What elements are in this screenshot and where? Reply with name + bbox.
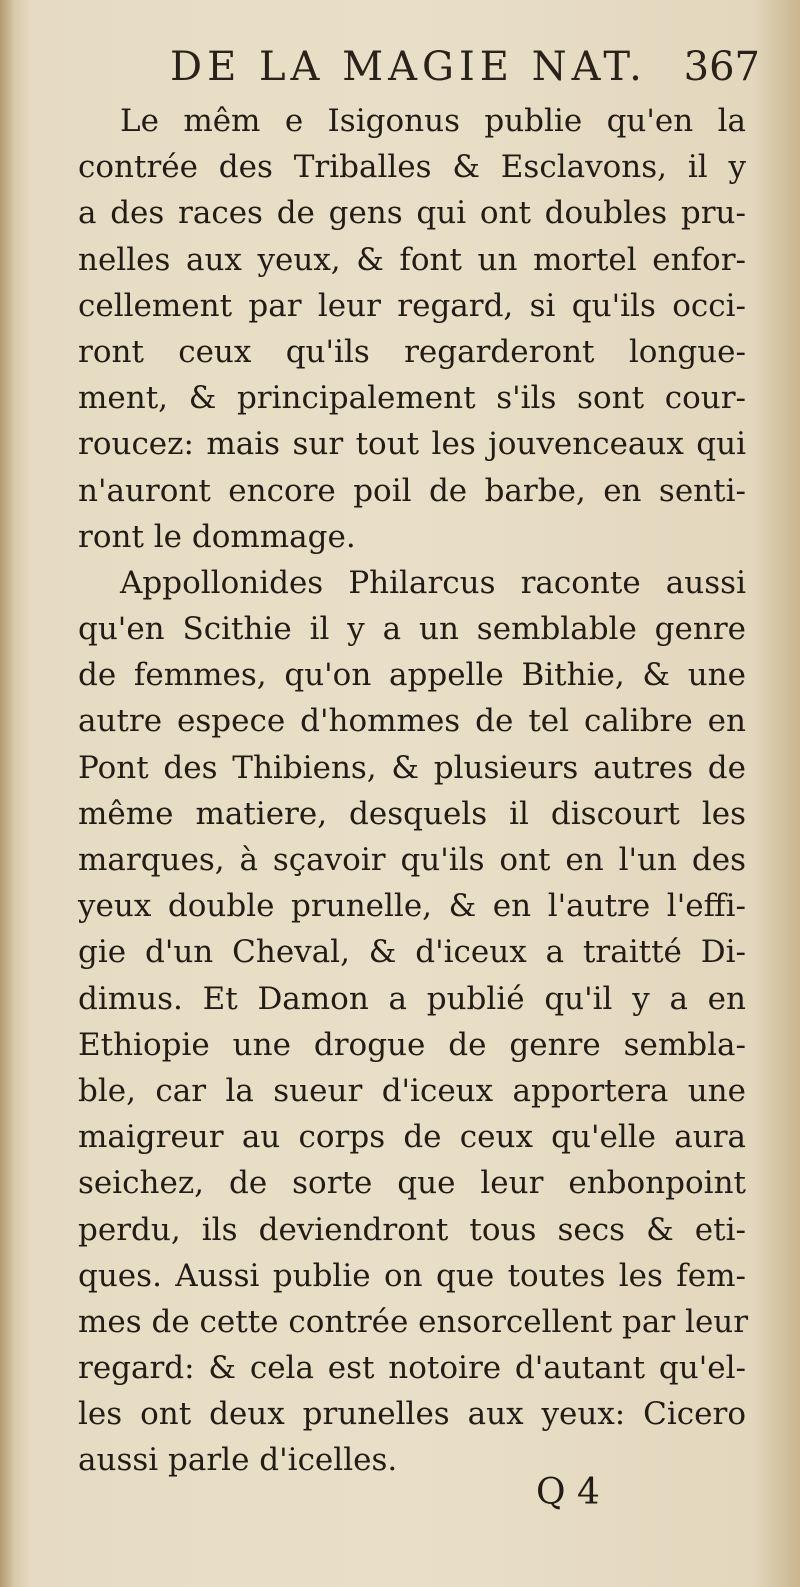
text-line: regard: & cela est notoire d'autant qu'el- [78, 1350, 746, 1387]
text-line: nelles aux yeux, & font un mortel enfor- [78, 241, 746, 278]
page-edge-shadow [0, 0, 14, 1587]
text-line: ront ceux qu'ils regarderont longue- [78, 333, 746, 370]
page-number: 367 [683, 44, 760, 90]
text-line: ques. Aussi publie on que toutes les fem- [78, 1257, 746, 1294]
text-line: Ethiopie une drogue de genre sembla- [78, 1026, 746, 1063]
text-line: gie d'un Cheval, & d'iceux a traitté Di- [78, 934, 746, 971]
text-line: Pont des Thibiens, & plusieurs autres de [78, 749, 746, 786]
running-header [170, 40, 760, 100]
text-line: perdu, ils deviendront tous secs & eti- [78, 1211, 746, 1248]
text-line: cellement par leur regard, si qu'ils occi- [78, 287, 746, 324]
running-title: DE LA MAGIE NAT. [170, 44, 647, 90]
text-line: autre espece d'hommes de tel calibre en [78, 703, 746, 740]
text-line: marques, à sçavoir qu'ils ont en l'un des [78, 842, 746, 878]
text-line: ment, & principalement s'ils sont cour- [78, 380, 746, 417]
text-line: Appollonides Philarcus raconte aussi [120, 564, 746, 601]
text-line: qu'en Scithie il y a un semblable genre [78, 611, 746, 648]
body-text [78, 98, 749, 1484]
text-line: de femmes, qu'on appelle Bithie, & une [78, 657, 746, 694]
text-line: roucez: mais sur tout les jouvenceaux qui [78, 426, 746, 463]
text-line: contrée des Triballes & Esclavons, il y [78, 149, 746, 186]
text-line: les ont deux prunelles aux yeux: Cicero [78, 1396, 746, 1433]
text-line: maigreur au corps de ceux qu'elle aura [78, 1119, 746, 1156]
text-line: n'auront encore poil de barbe, en senti- [78, 472, 746, 509]
text-line: yeux double prunelle, & en l'autre l'effi- [78, 888, 746, 925]
signature-mark: Q 4 [536, 1472, 600, 1513]
text-line: ble, car la sueur d'iceux apportera une [78, 1072, 746, 1109]
text-line: mes de cette contrée ensorcellent par leur [78, 1303, 749, 1340]
text-line: même matiere, desquels il discourt les [78, 795, 746, 832]
text-line: aussi parle d'icelles. [78, 1442, 398, 1479]
text-line: ront le dommage. [78, 518, 356, 555]
text-line: seichez, de sorte que leur enbonpoint [78, 1165, 746, 1202]
text-line: a des races de gens qui ont doubles pru- [78, 195, 746, 232]
text-line: dimus. Et Damon a publié qu'il y a en [78, 980, 746, 1017]
text-line: Le mêm e Isigonus publie qu'en la [120, 103, 746, 139]
